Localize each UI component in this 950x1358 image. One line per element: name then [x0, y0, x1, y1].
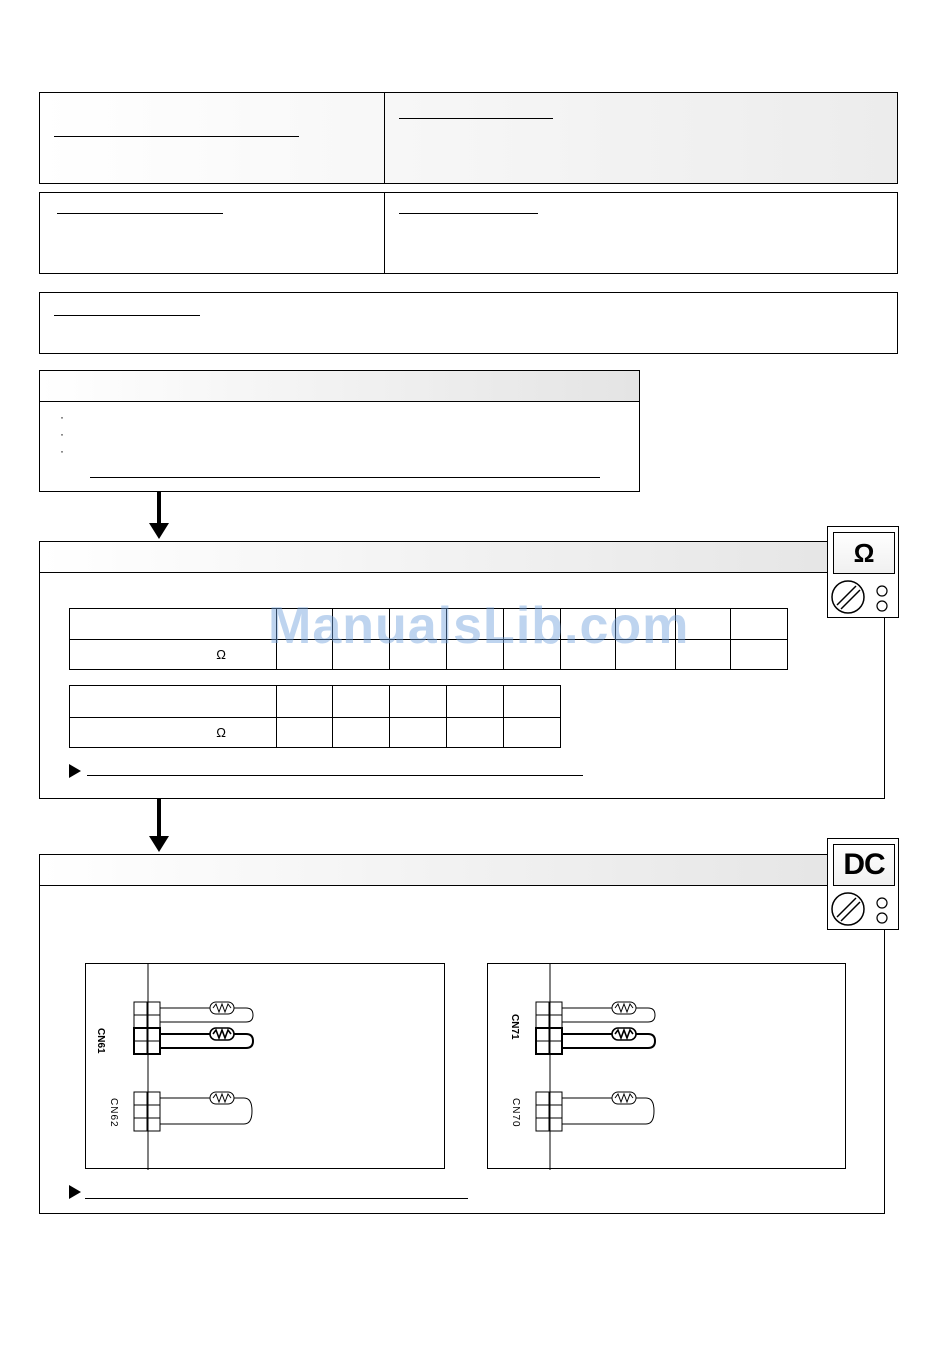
resistance-check-section [39, 541, 885, 799]
dc-label: DC [843, 848, 885, 881]
connector-label-cn61: CN61 [95, 1028, 106, 1054]
thermistor-wiring-diagram [488, 964, 847, 1170]
note-underline [90, 477, 600, 478]
info-box-row2 [39, 192, 898, 274]
meter-display [833, 844, 895, 886]
flow-arrow-head [149, 523, 169, 539]
flow-arrow-shaft [157, 492, 161, 524]
connector-label-cn70: CN70 [510, 1098, 521, 1128]
note-underline [87, 775, 583, 776]
field-underline [54, 136, 299, 137]
check-list-box [39, 370, 640, 492]
info-box-row1 [39, 92, 898, 184]
connector-diagram-right [487, 963, 846, 1169]
info-divider [384, 93, 385, 183]
watermark: ManualsLib.com [268, 597, 690, 655]
field-underline [399, 118, 553, 119]
thermistor-wiring-diagram [86, 964, 446, 1170]
bullet: · [60, 427, 64, 441]
meter-display [833, 532, 895, 574]
ohm-symbol: Ω [853, 537, 875, 568]
field-underline [54, 315, 200, 316]
info-divider [384, 193, 385, 273]
section-header [40, 371, 639, 402]
connector-label-cn71: CN71 [509, 1014, 520, 1040]
note-underline [85, 1198, 468, 1199]
section-header [40, 542, 884, 573]
note-arrow-icon [69, 1185, 81, 1199]
ohm-meter-icon [827, 526, 899, 618]
bullet: · [60, 410, 64, 424]
connector-diagram-left [85, 963, 445, 1169]
flow-arrow-shaft [157, 799, 161, 837]
flow-arrow-head [149, 836, 169, 852]
note-arrow-icon [69, 764, 81, 778]
connector-label-cn62: CN62 [108, 1098, 119, 1128]
resistance-table-2 [69, 685, 561, 748]
field-underline [57, 213, 223, 214]
ohm-unit-label: Ω [70, 718, 277, 748]
dc-check-section [39, 854, 885, 1214]
section-header [40, 855, 884, 886]
dc-voltmeter-icon [827, 838, 899, 930]
meter-dial-icon [828, 889, 900, 929]
field-underline [399, 213, 538, 214]
bullet: · [60, 444, 64, 458]
info-box-row3 [39, 292, 898, 354]
ohm-unit-label: Ω [70, 640, 277, 670]
meter-dial-icon [828, 577, 900, 617]
